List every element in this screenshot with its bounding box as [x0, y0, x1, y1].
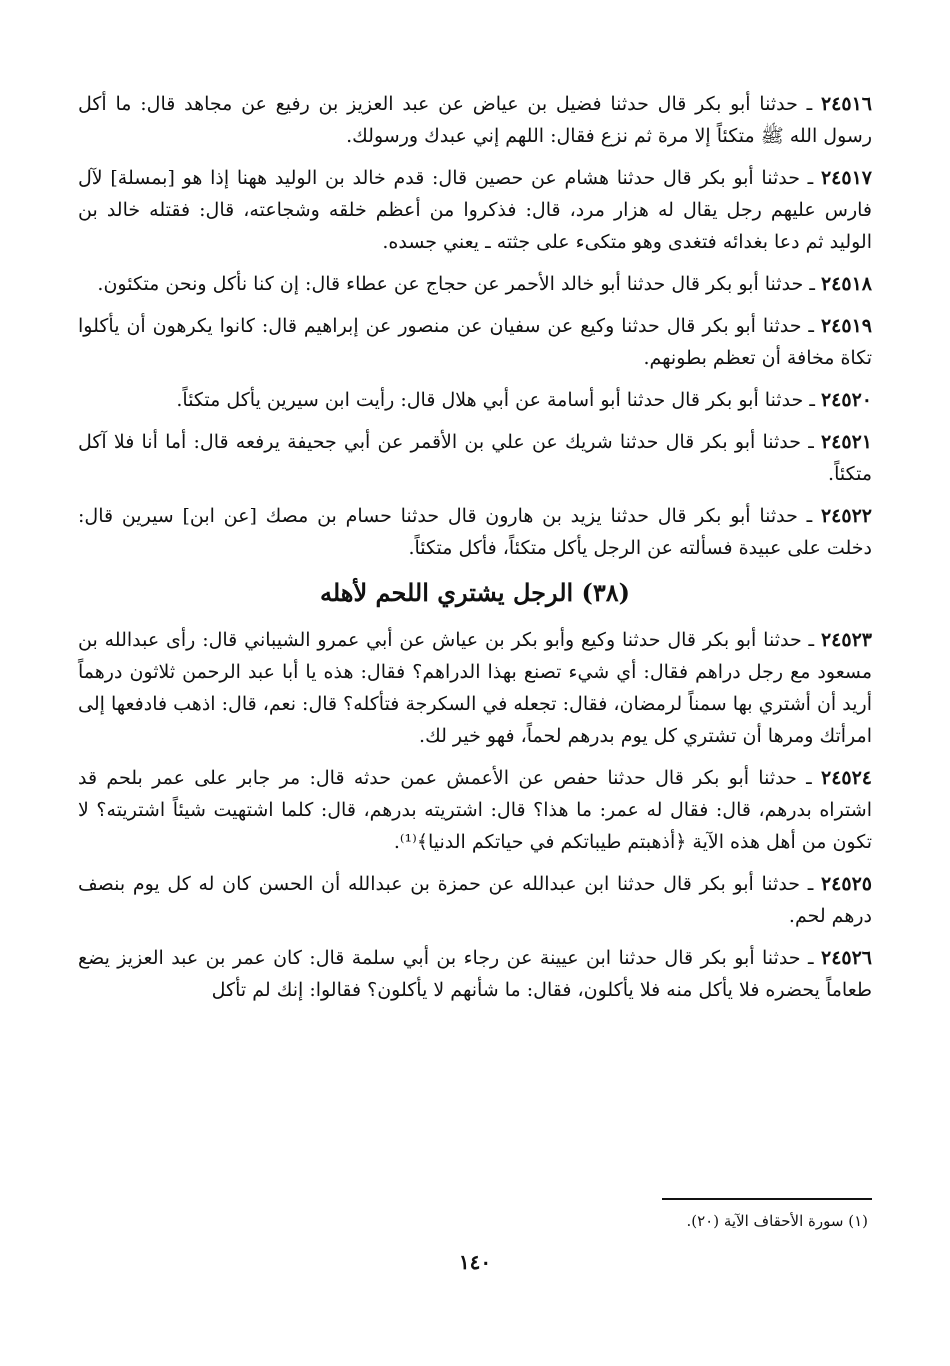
- hadith-text: ـ حدثنا أبو بكر قال حدثنا وكيع عن سفيان عن منصور عن إبراهيم قال: كانوا يكرهون أن يأكلوا تكاة مخافة أن تعظم بطونهم.: [78, 315, 872, 369]
- hadith-text: ـ حدثنا أبو بكر قال حدثنا حفص عن الأعمش عمن حدثه قال: مر جابر على عمر بلحم قد اشتراه بدرهم، قال: فقال له عمر: ما هذا؟ قال: اشتريته بدرهم، قال: كلما اشتهيت شيئاً اشتريته؟ لا تكون من أهل هذه الآية ﴿أذهبتم طيباتكم في حياتكم الدنيا﴾⁽¹⁾.: [78, 767, 872, 853]
- hadith-paragraph: [78, 426, 872, 490]
- hadith-number: ٢٤٥٢٥: [820, 873, 872, 895]
- hadith-number: ٢٤٥١٩: [820, 315, 872, 337]
- hadith-number: ٢٤٥٢٢: [820, 505, 872, 527]
- hadith-number: ٢٤٥٢١: [820, 431, 872, 453]
- hadith-paragraph: [78, 310, 872, 374]
- hadith-paragraph: [78, 268, 872, 300]
- hadith-text: ـ حدثنا أبو بكر قال حدثنا فضيل بن عياض عن عبد العزيز بن رفيع عن مجاهد قال: ما أكل رسول الله ﷺ متكئاً إلا مرة ثم نزع فقال: اللهم إني عبدك ورسولك.: [78, 93, 872, 147]
- hadith-paragraph: [78, 624, 872, 752]
- hadith-number: ٢٤٥٢٤: [820, 767, 873, 789]
- hadith-number: ٢٤٥٢٠: [820, 389, 872, 411]
- hadith-paragraph: [78, 868, 872, 932]
- hadith-text: ـ حدثنا أبو بكر قال حدثنا ابن عبدالله عن حمزة بن عبدالله أن الحسن كان له كل يوم بنصف درهم لحم.: [78, 873, 872, 927]
- page-number: ١٤٠: [458, 1250, 492, 1274]
- hadith-number: ٢٤٥١٨: [820, 273, 872, 295]
- hadith-text: ـ حدثنا أبو بكر قال حدثنا يزيد بن هارون قال حدثنا حسام بن مصك [عن ابن] سيرين قال: دخلت على عبيدة فسألته عن الرجل يأكل متكئاً، فأكل متكئاً.: [78, 505, 872, 559]
- hadith-number: ٢٤٥٢٦: [820, 947, 873, 969]
- hadith-number: ٢٤٥٢٣: [820, 629, 872, 651]
- chapter-heading: (٣٨) الرجل يشتري اللحم لأهله: [319, 578, 631, 607]
- hadith-paragraph: [78, 942, 872, 1006]
- hadith-text: ـ حدثنا أبو بكر قال حدثنا وكيع وأبو بكر بن عياش عن أبي عمرو الشيباني قال: رأى عبدالله بن مسعود مع رجل دراهم فقال: أي شيء تصنع بهذا الدراهم؟ فقال: هذه يا أبا عبد الرحمن ثلاثون درهماً أريد أن أشتري بها سمناً لرمضان، فقال: تجعله في السكرجة فتأكله؟ قال: نعم، قال: اذهب فادفعها إلى امرأتك ومرها أن تشتري كل يوم بدرهم لحماً، فهو خير لك.: [78, 629, 872, 747]
- footnote: (١) سورة الأحقاف الآية (٢٠).: [686, 1212, 868, 1230]
- hadith-text: ـ حدثنا أبو بكر قال حدثنا هشام عن حصين قال: قدم خالد بن الوليد ههنا إذا هو [بمسلة] لآل فارس عليهم رجل يقال له هزار مرد، قال: فذكروا من أعظم خلقه وشجاعته، قال: فقتله خالد بن الوليد ثم دعا بغدائه فتغدى وهو متكىء على جثته ـ يعني جسده.: [78, 167, 872, 253]
- page-content: [78, 88, 872, 1006]
- hadith-paragraph: [78, 384, 872, 416]
- hadith-text: ـ حدثنا أبو بكر قال حدثنا أبو خالد الأحمر عن حجاج عن عطاء قال: إن كنا نأكل ونحن متكئون.: [97, 273, 815, 295]
- footnote-divider: [662, 1198, 872, 1200]
- hadith-text: ـ حدثنا أبو بكر قال حدثنا ابن عيينة عن رجاء بن أبي سلمة قال: كان عمر بن عبد العزيز يضع طعاماً يحضره فلا يأكل منه فلا يأكلون، فقال: ما شأنهم لا يأكلون؟ فقالوا: إنك لم تأكل: [78, 947, 872, 1001]
- hadith-paragraph: [78, 162, 872, 258]
- hadith-number: ٢٤٥١٧: [820, 167, 872, 189]
- hadith-text: ـ حدثنا أبو بكر قال حدثنا شريك عن علي بن الأقمر عن أبي جحيفة يرفعه قال: أما أنا فلا آكل متكئاً.: [78, 431, 872, 485]
- hadith-number: ٢٤٥١٦: [820, 93, 872, 115]
- hadith-paragraph: [78, 88, 872, 152]
- hadith-text: ـ حدثنا أبو بكر قال حدثنا أبو أسامة عن أبي هلال قال: رأيت ابن سيرين يأكل متكئاً.: [176, 389, 815, 411]
- hadith-paragraph: [78, 762, 872, 858]
- hadith-paragraph: [78, 500, 872, 564]
